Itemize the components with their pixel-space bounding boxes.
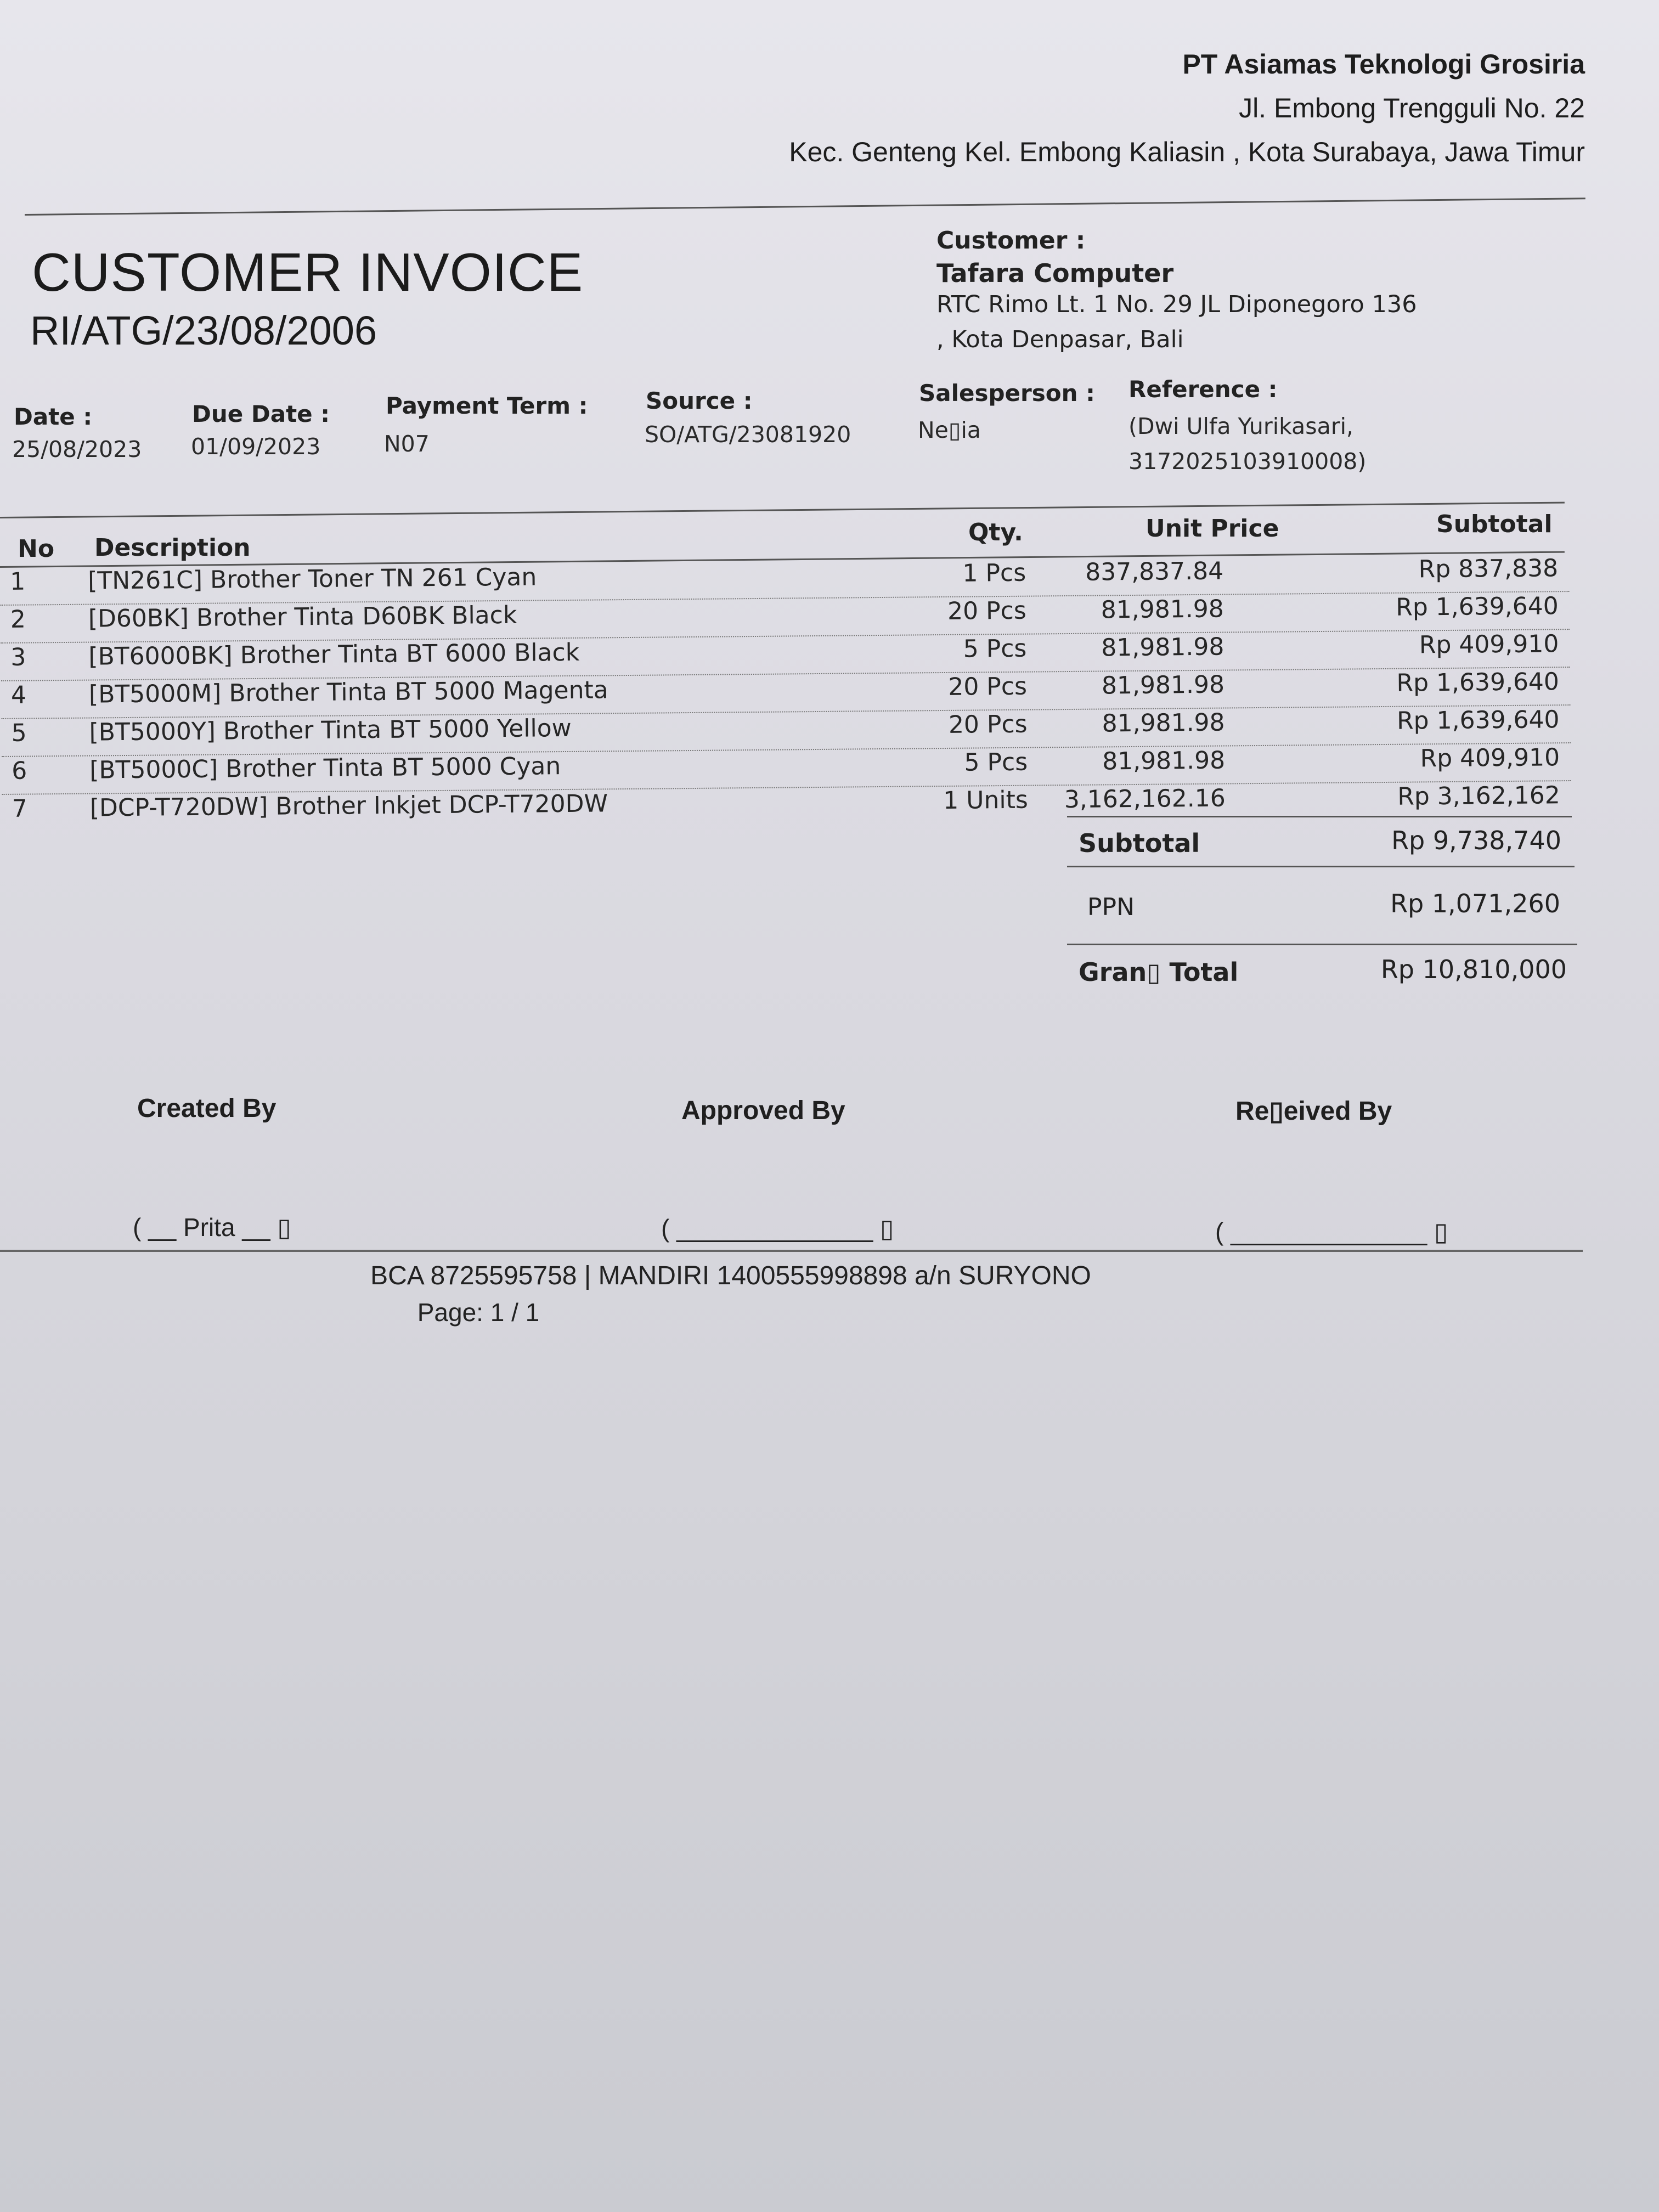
reference-line-1: (Dwi Ulfa Yurikasari, [1128,413,1353,439]
row-no: 3 [10,643,26,672]
col-header-unit-price: Unit Price [1146,515,1279,543]
col-header-no: No [18,535,55,563]
created-by-label: Created By [137,1094,276,1123]
row-subtotal: Rp 409,910 [1420,743,1560,773]
row-subtotal: Rp 1,639,640 [1396,706,1560,735]
row-subtotal: Rp 3,162,162 [1397,781,1560,811]
row-unit-price: 3,162,162.16 [1064,784,1226,814]
due-date-label: Due Date : [192,400,330,427]
row-description: [TN261C] Brother Toner TN 261 Cyan [87,563,537,595]
row-description: [BT5000Y] Brother Tinta BT 5000 Yellow [89,714,572,747]
row-qty: 1 Units [943,786,1028,815]
reference-line-2: 3172025103910008) [1128,448,1367,475]
customer-address [936,287,1417,357]
invoice-number: RI/ATG/23/08/2006 [30,308,377,353]
approved-by-label: Approved By [681,1096,845,1125]
row-unit-price: 81,981.98 [1101,595,1224,624]
row-unit-price: 81,981.98 [1101,633,1224,662]
subtotal-top-rule [1067,816,1572,817]
row-no: 5 [11,719,27,747]
row-subtotal: Rp 1,639,640 [1396,668,1560,697]
ppn-value: Rp 1,071,260 [1390,889,1560,918]
created-by-signature: ( __ Prita __ ▯ [133,1213,291,1242]
source-label: Source : [646,387,753,414]
row-description: [D60BK] Brother Tinta D60BK Black [88,601,517,633]
footer-rule [0,1250,1583,1252]
approved-by-signature: ( ______________ ▯ [661,1214,894,1243]
row-unit-price: 837,837.84 [1085,557,1224,586]
customer-label: Customer : [936,227,1086,255]
subtotal-bottom-rule [1067,866,1575,867]
row-subtotal: Rp 837,838 [1418,554,1559,584]
row-description: [BT5000M] Brother Tinta BT 5000 Magenta [88,676,608,709]
salesperson-value: Ne▯ia [918,417,981,443]
row-qty: 5 Pcs [964,748,1028,777]
row-qty: 1 Pcs [962,558,1026,588]
row-unit-price: 81,981.98 [1101,670,1225,700]
invoice-title: CUSTOMER INVOICE [32,242,584,302]
invoice-table-body [0,554,1571,837]
row-no: 4 [10,681,27,709]
reference-label: Reference : [1128,376,1278,403]
due-date-value: 01/09/2023 [191,433,321,460]
grand-total-label: Gran▯ Total [1079,957,1239,987]
row-qty: 20 Pcs [947,596,1026,625]
row-no: 6 [12,757,27,785]
row-qty: 5 Pcs [963,634,1027,663]
row-subtotal: Rp 1,639,640 [1396,592,1559,622]
company-address-1: Jl. Embong Trengguli No. 22 [1239,93,1585,123]
received-by-signature: ( ______________ ▯ [1215,1217,1448,1246]
grand-total-rule [1067,944,1577,945]
grand-total-value: Rp 10,810,000 [1380,955,1567,984]
company-address-2: Kec. Genteng Kel. Embong Kaliasin , Kota Surabaya, Jawa Timur [789,137,1585,167]
col-header-qty: Qty. [968,518,1023,546]
page-number: Page: 1 / 1 [417,1298,540,1327]
customer-address-1: RTC Rimo Lt. 1 No. 29 JL Diponegoro 136 [936,291,1417,318]
row-description: [BT6000BK] Brother Tinta BT 6000 Black [88,638,580,671]
reference-value [1128,409,1366,479]
row-description: [DCP-T720DW] Brother Inkjet DCP-T720DW [89,789,608,822]
company-name: PT Asiamas Teknologi Grosiria [1182,49,1585,80]
row-description: [BT5000C] Brother Tinta BT 5000 Cyan [89,752,561,785]
header-divider [25,198,1585,216]
subtotal-value: Rp 9,738,740 [1391,826,1561,855]
row-no: 7 [12,794,28,823]
date-label: Date : [14,403,93,430]
row-unit-price: 81,981.98 [1102,746,1226,776]
ppn-label: PPN [1087,893,1135,921]
date-value: 25/08/2023 [12,436,142,462]
row-subtotal: Rp 409,910 [1419,630,1559,659]
customer-name: Tafara Computer [936,258,1174,288]
payment-term-value: N07 [384,431,430,457]
salesperson-label: Salesperson : [919,380,1095,407]
bank-info: BCA 8725595758 | MANDIRI 1400555998898 a/n SURYONO [370,1261,1091,1290]
table-top-rule [0,502,1565,518]
source-value: SO/ATG/23081920 [645,421,851,448]
col-header-subtotal: Subtotal [1436,510,1553,538]
subtotal-label: Subtotal [1079,828,1200,858]
row-no: 2 [10,605,26,634]
company-block [789,48,1585,168]
received-by-label: Re▯eived By [1235,1097,1392,1126]
row-qty: 20 Pcs [948,710,1028,739]
payment-term-label: Payment Term : [386,392,588,419]
row-qty: 20 Pcs [948,672,1028,701]
customer-address-2: , Kota Denpasar, Bali [936,326,1184,353]
col-header-description: Description [94,534,251,562]
row-no: 1 [9,567,26,596]
row-unit-price: 81,981.98 [1102,708,1225,738]
